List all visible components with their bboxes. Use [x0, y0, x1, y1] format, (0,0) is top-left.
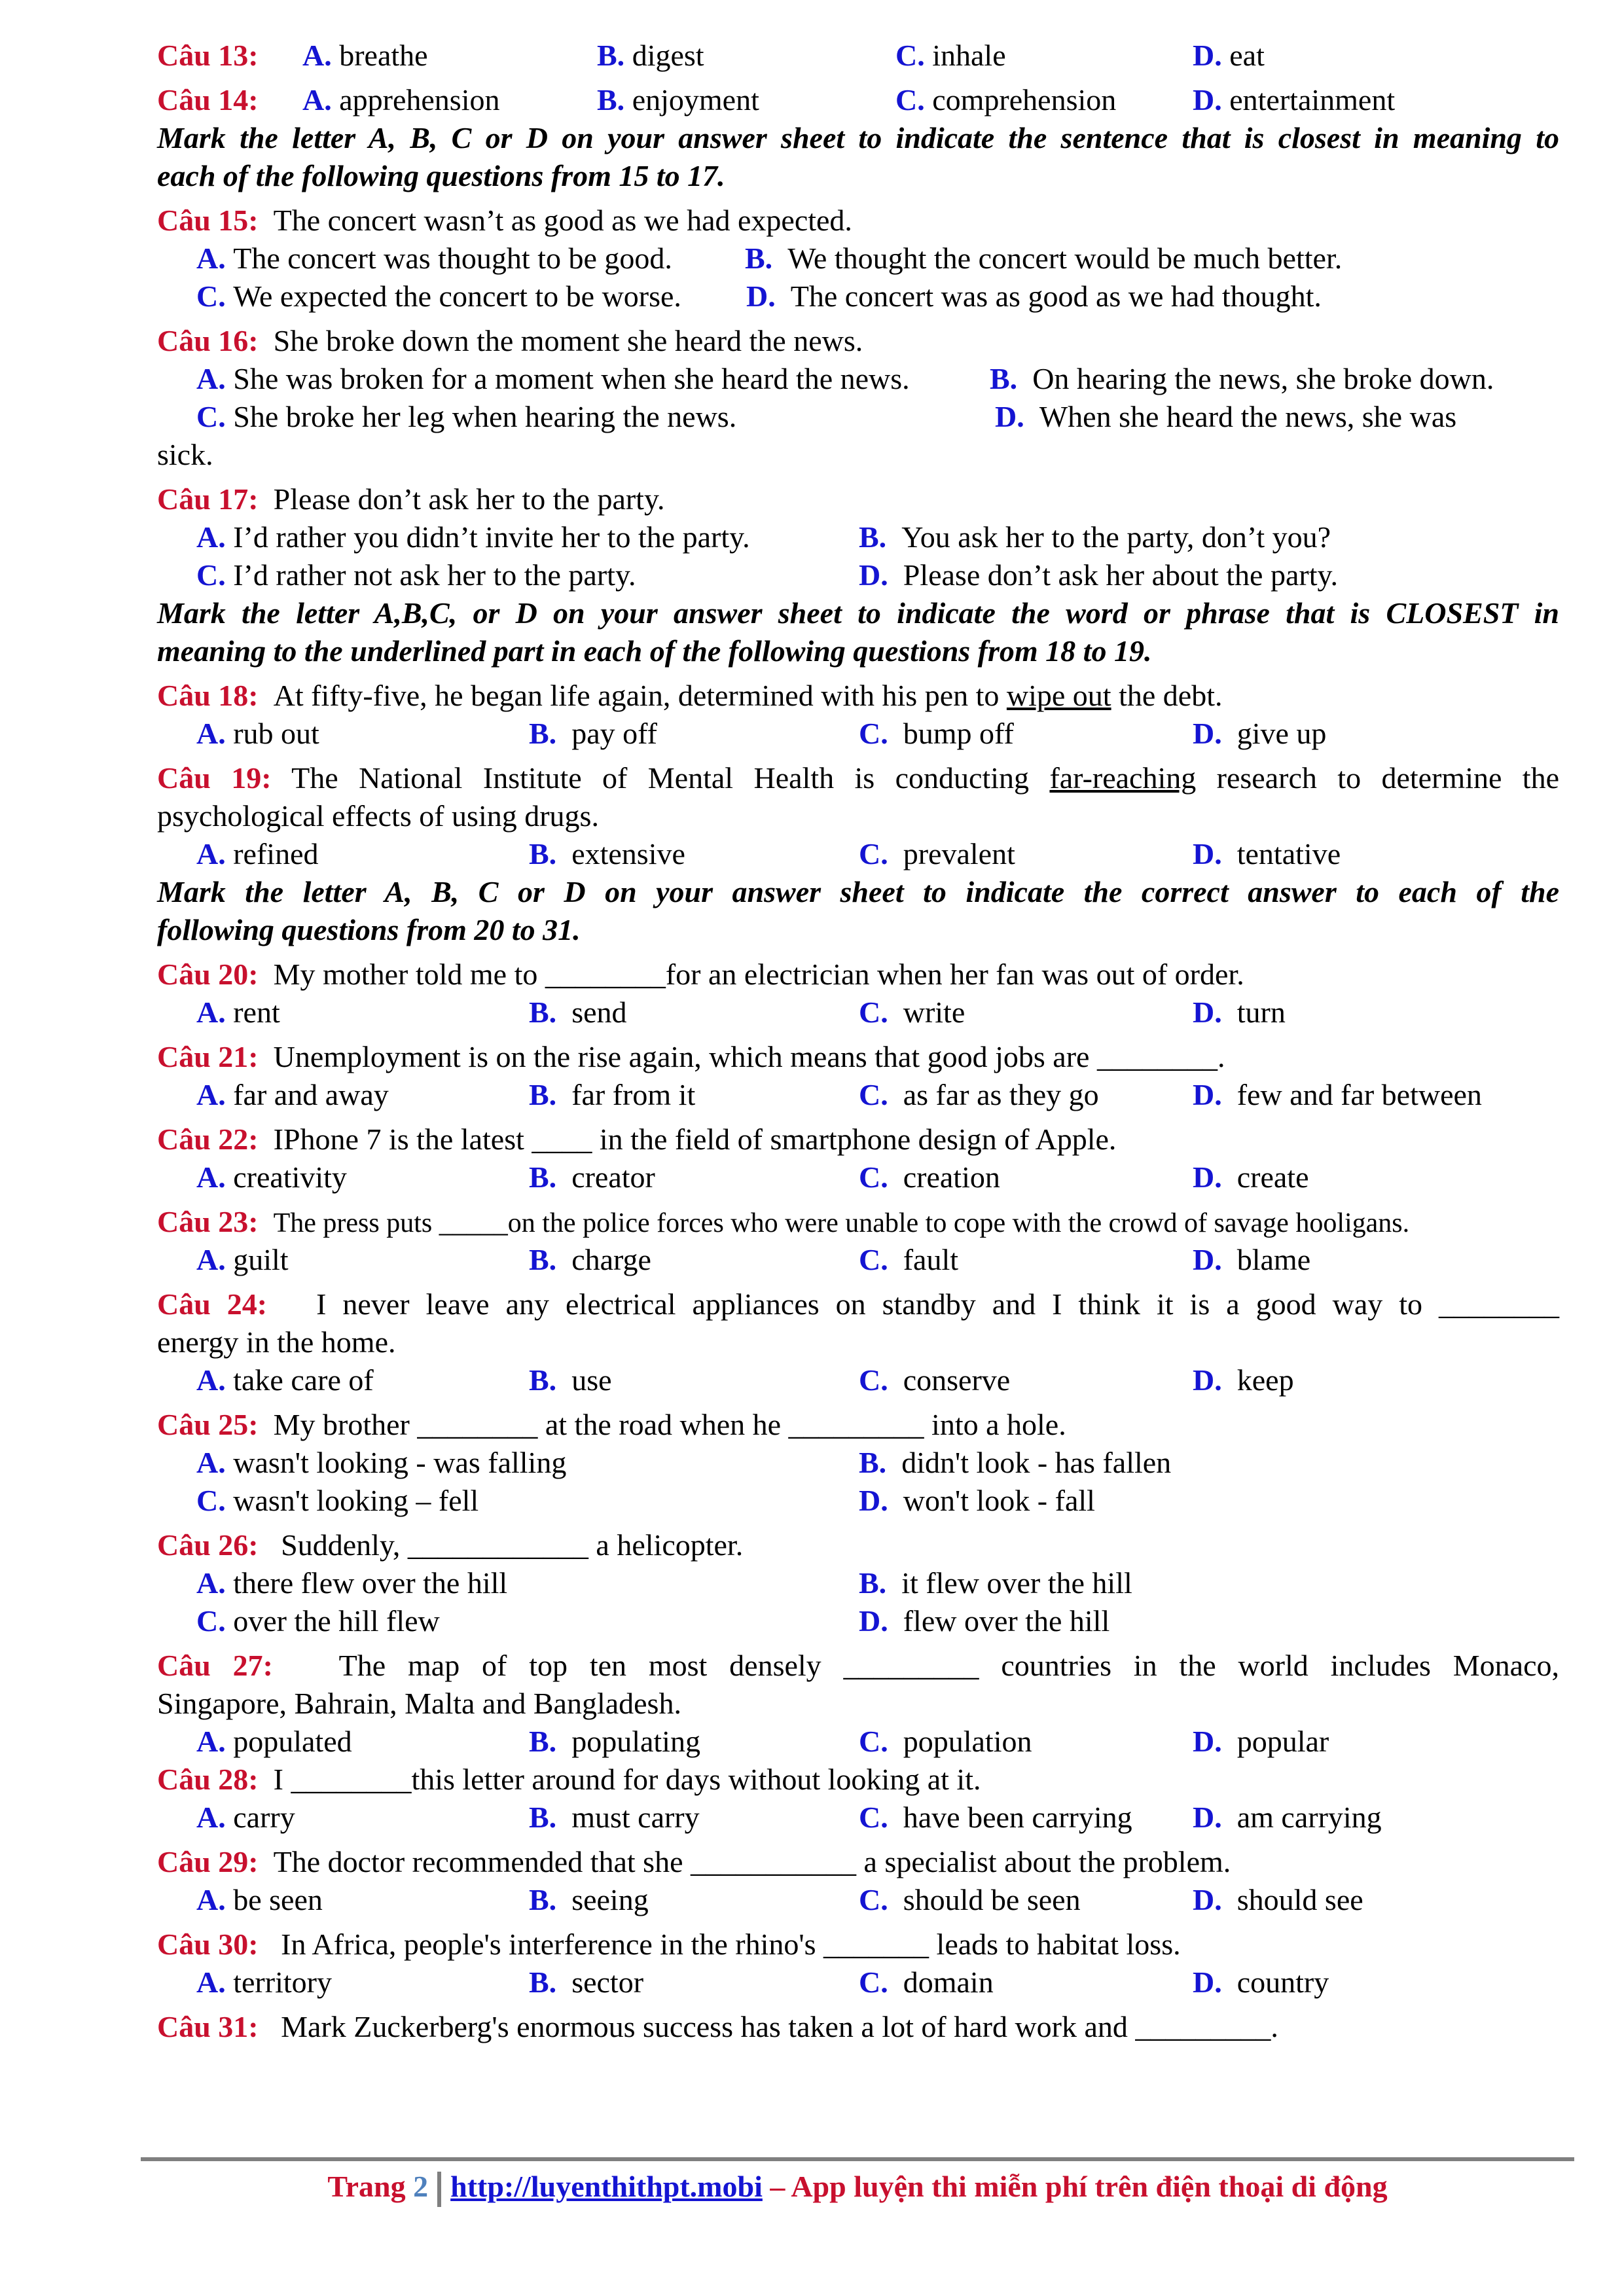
option-c[interactable]: C. bump off — [859, 717, 1014, 750]
option-c[interactable]: C. fault — [859, 1243, 959, 1276]
options-row — [157, 556, 1559, 594]
instruction-line: Mark the letter A, B, C or D on your answer sheet to indicate the correct answer to each of the — [157, 875, 1559, 908]
option-c[interactable]: C. I’d rather not ask her to the party. — [196, 558, 636, 592]
question-stem: I ________this letter around for days without looking at it. — [273, 1763, 981, 1796]
question-number: Câu 27: — [157, 1649, 273, 1682]
question-stem-continued: energy in the home. — [157, 1325, 396, 1359]
option-b[interactable]: B. far from it — [529, 1078, 696, 1111]
option-b[interactable]: B. send — [529, 996, 627, 1029]
question-16 — [157, 322, 1559, 360]
option-d[interactable]: D. few and far between — [1193, 1078, 1482, 1111]
option-b[interactable]: B. You ask her to the party, don’t you? — [859, 520, 1331, 554]
question-20 — [157, 956, 1559, 994]
option-d[interactable]: D. turn — [1193, 996, 1286, 1029]
question-number: Câu 14: — [157, 83, 259, 117]
option-d[interactable]: D. blame — [1193, 1243, 1311, 1276]
option-b[interactable]: B. use — [529, 1363, 612, 1397]
options-row — [157, 1964, 1559, 2001]
option-a[interactable]: A. populated — [196, 1725, 352, 1758]
option-a[interactable]: A. refined — [196, 837, 319, 870]
question-number: Câu 16: — [157, 324, 259, 357]
question-stem-continued: psychological effects of using drugs. — [157, 799, 599, 833]
question-23 — [157, 1203, 1559, 1241]
option-c[interactable]: C. population — [859, 1725, 1032, 1758]
question-25 — [157, 1406, 1559, 1444]
question-28 — [157, 1761, 1559, 1799]
question-stem: Mark Zuckerberg's enormous success has taken a lot of hard work and _________. — [281, 2010, 1278, 2043]
question-stem: Please don’t ask her to the party. — [273, 482, 665, 516]
option-d[interactable]: D. eat — [1193, 39, 1265, 72]
option-b[interactable]: B. charge — [529, 1243, 651, 1276]
option-a[interactable]: A. wasn't looking - was falling — [196, 1446, 567, 1479]
option-a[interactable]: A. rent — [196, 996, 280, 1029]
option-d-continued: sick. — [157, 438, 213, 471]
option-c[interactable]: C. as far as they go — [859, 1078, 1099, 1111]
underlined-phrase: far-reaching — [1049, 761, 1197, 795]
option-b[interactable]: B. sector — [529, 1965, 644, 1999]
instruction-line: Mark the letter A,B,C, or D on your answer sheet to indicate the word or phrase that is CLOSEST in — [157, 596, 1559, 630]
instruction-line: Mark the letter A, B, C or D on your answer sheet to indicate the sentence that is closest in meaning to — [157, 121, 1559, 154]
option-b[interactable]: B. We thought the concert would be much better. — [745, 242, 1343, 275]
option-a[interactable]: A. creativity — [196, 1160, 347, 1194]
question-29 — [157, 1843, 1559, 1881]
option-c[interactable]: C. comprehension — [895, 83, 1117, 117]
option-a[interactable]: A. apprehension — [302, 83, 500, 117]
option-c[interactable]: C. have been carrying — [859, 1801, 1132, 1834]
question-15 — [157, 202, 1559, 240]
option-c[interactable]: C. conserve — [859, 1363, 1011, 1397]
question-22 — [157, 1121, 1559, 1158]
options-row — [157, 278, 1559, 315]
question-number: Câu 18: — [157, 679, 259, 712]
exam-page — [157, 37, 1559, 2046]
options-row — [157, 1241, 1559, 1279]
page-footer — [141, 2164, 1574, 2210]
option-d[interactable]: D. flew over the hill — [859, 1604, 1110, 1638]
options-row — [157, 518, 1559, 556]
question-24 — [157, 1285, 1559, 1323]
question-number: Câu 23: — [157, 1205, 259, 1238]
page-number: 2 — [413, 2170, 429, 2203]
option-a[interactable]: A. rub out — [196, 717, 319, 750]
option-c[interactable]: C. over the hill flew — [196, 1604, 440, 1638]
question-stem: The concert wasn’t as good as we had expected. — [273, 204, 852, 237]
options-row — [157, 1158, 1559, 1196]
option-b[interactable]: B. On hearing the news, she broke down. — [990, 362, 1494, 395]
question-stem: Suddenly, ____________ a helicopter. — [281, 1528, 744, 1562]
question-number: Câu 26: — [157, 1528, 259, 1562]
option-a[interactable]: A. far and away — [196, 1078, 389, 1111]
page-label: Trang — [327, 2170, 406, 2203]
question-27 — [157, 1647, 1559, 1685]
options-row — [157, 1076, 1559, 1114]
option-c[interactable]: C. prevalent — [859, 837, 1015, 870]
option-c[interactable]: C. We expected the concert to be worse. — [196, 279, 681, 313]
option-d[interactable]: D. should see — [1193, 1883, 1363, 1916]
options-row — [157, 1881, 1559, 1919]
question-26 — [157, 1526, 1559, 1564]
question-14 — [157, 81, 1559, 119]
options-row — [157, 1444, 1559, 1482]
question-number: Câu 21: — [157, 1040, 259, 1073]
options-row — [157, 1482, 1559, 1520]
option-d[interactable]: D. am carrying — [1193, 1801, 1382, 1834]
option-d[interactable]: D. Please don’t ask her about the party. — [859, 558, 1338, 592]
question-stem: IPhone 7 is the latest ____ in the field of smartphone design of Apple. — [273, 1122, 1117, 1156]
option-b[interactable]: B. enjoyment — [597, 83, 759, 117]
question-stem: My mother told me to ________for an electrician when her fan was out of order. — [273, 958, 1244, 991]
option-b[interactable]: B. digest — [597, 39, 704, 72]
option-a[interactable]: A. be seen — [196, 1883, 323, 1916]
question-number: Câu 28: — [157, 1763, 259, 1796]
question-number: Câu 25: — [157, 1408, 259, 1441]
option-a[interactable]: A. take care of — [196, 1363, 374, 1397]
question-18: Câu 18: At fifty-five, he began life again, determined with his pen to wipe out the debt. — [157, 679, 1223, 712]
options-row — [157, 398, 1559, 436]
footer-separator — [437, 2172, 441, 2207]
options-row — [157, 240, 1559, 278]
option-d[interactable]: D. country — [1193, 1965, 1329, 1999]
option-a[interactable]: A. carry — [196, 1801, 295, 1834]
option-d[interactable]: D. won't look - fall — [859, 1484, 1095, 1517]
question-number: Câu 22: — [157, 1122, 259, 1156]
option-d[interactable]: D. tentative — [1193, 837, 1341, 870]
option-b[interactable]: B. extensive — [529, 837, 685, 870]
option-b[interactable]: B. populating — [529, 1725, 700, 1758]
option-d[interactable]: D. popular — [1193, 1725, 1329, 1758]
instruction-line: following questions from 20 to 31. — [157, 913, 581, 946]
instruction-line: meaning to the underlined part in each of the following questions from 18 to 19. — [157, 634, 1152, 668]
question-number: Câu 13: — [157, 39, 259, 72]
option-d[interactable]: D. keep — [1193, 1363, 1294, 1397]
option-c[interactable]: C. domain — [859, 1965, 994, 1999]
option-b[interactable]: B. seeing — [529, 1883, 649, 1916]
option-d[interactable]: D. The concert was as good as we had thought. — [746, 279, 1322, 313]
option-a[interactable]: A. guilt — [196, 1243, 289, 1276]
question-number: Câu 19: — [157, 761, 272, 795]
question-31 — [157, 2008, 1559, 2046]
website-link[interactable]: http://luyenthithpt.mobi — [450, 2170, 763, 2203]
question-13 — [157, 37, 1559, 75]
question-number: Câu 20: — [157, 958, 259, 991]
footer-tagline: – App luyện thi miễn phí trên điện thoại di động — [762, 2170, 1388, 2203]
question-number: Câu 24: — [157, 1287, 268, 1321]
option-c[interactable]: C. write — [859, 996, 965, 1029]
question-17 — [157, 480, 1559, 518]
option-b[interactable]: B. creator — [529, 1160, 655, 1194]
option-a[interactable]: A. territory — [196, 1965, 332, 1999]
option-c[interactable]: C. creation — [859, 1160, 1000, 1194]
underlined-phrase: wipe out — [1006, 679, 1111, 712]
question-number: Câu 31: — [157, 2010, 259, 2043]
footer-divider — [141, 2157, 1574, 2161]
options-row — [157, 994, 1559, 1031]
options-row — [157, 715, 1559, 753]
option-c[interactable]: C. should be seen — [859, 1883, 1081, 1916]
option-c[interactable]: C. wasn't looking – fell — [196, 1484, 479, 1517]
options-row — [157, 1564, 1559, 1602]
option-c[interactable]: C. She broke her leg when hearing the news. — [196, 400, 737, 433]
question-stem: The doctor recommended that she ___________ a specialist about the problem. — [273, 1845, 1231, 1878]
option-d[interactable]: D. entertainment — [1193, 83, 1396, 117]
options-row — [157, 1361, 1559, 1399]
question-stem: Unemployment is on the rise again, which means that good jobs are ________. — [273, 1040, 1225, 1073]
options-row — [157, 1602, 1559, 1640]
options-row — [157, 835, 1559, 873]
options-row — [157, 360, 1559, 398]
options-row — [157, 1723, 1559, 1761]
option-c[interactable]: C. inhale — [895, 39, 1006, 72]
option-d[interactable]: D. create — [1193, 1160, 1309, 1194]
option-b[interactable]: B. didn't look - has fallen — [859, 1446, 1172, 1479]
option-d[interactable]: D. When she heard the news, she was — [995, 400, 1457, 433]
option-a[interactable]: A. I’d rather you didn’t invite her to the party. — [196, 520, 750, 554]
option-a[interactable]: A. breathe — [302, 39, 428, 72]
options-row — [157, 1799, 1559, 1837]
question-stem: In Africa, people's interference in the rhino's _______ leads to habitat loss. — [281, 1928, 1181, 1961]
question-stem: I never leave any electrical appliances on standby and I think it is a good way to ________ — [316, 1287, 1560, 1321]
question-number: Câu 30: — [157, 1928, 259, 1961]
option-b[interactable]: B. must carry — [529, 1801, 700, 1834]
option-a[interactable]: A. there flew over the hill — [196, 1566, 508, 1600]
option-d[interactable]: D. give up — [1193, 717, 1327, 750]
question-stem-continued: Singapore, Bahrain, Malta and Bangladesh. — [157, 1687, 681, 1720]
question-number: Câu 15: — [157, 204, 259, 237]
option-b[interactable]: B. it flew over the hill — [859, 1566, 1132, 1600]
question-number: Câu 29: — [157, 1845, 259, 1878]
question-19: Câu 19: The National Institute of Mental Health is conducting far-reaching research to determine the — [157, 761, 1560, 795]
question-number: Câu 17: — [157, 482, 259, 516]
option-a[interactable]: A. The concert was thought to be good. — [196, 242, 672, 275]
question-stem: She broke down the moment she heard the news. — [273, 324, 863, 357]
question-stem: The press puts _____on the police forces who were unable to cope with the crowd of savage hooligans. — [273, 1208, 1410, 1238]
question-stem: The map of top ten most densely _________ countries in the world includes Monaco, — [338, 1649, 1559, 1682]
option-b[interactable]: B. pay off — [529, 717, 657, 750]
option-a[interactable]: A. She was broken for a moment when she heard the news. — [196, 362, 910, 395]
instruction-line: each of the following questions from 15 to 17. — [157, 159, 725, 192]
question-21 — [157, 1038, 1559, 1076]
question-30 — [157, 1926, 1559, 1964]
question-stem: My brother ________ at the road when he _________ into a hole. — [273, 1408, 1066, 1441]
